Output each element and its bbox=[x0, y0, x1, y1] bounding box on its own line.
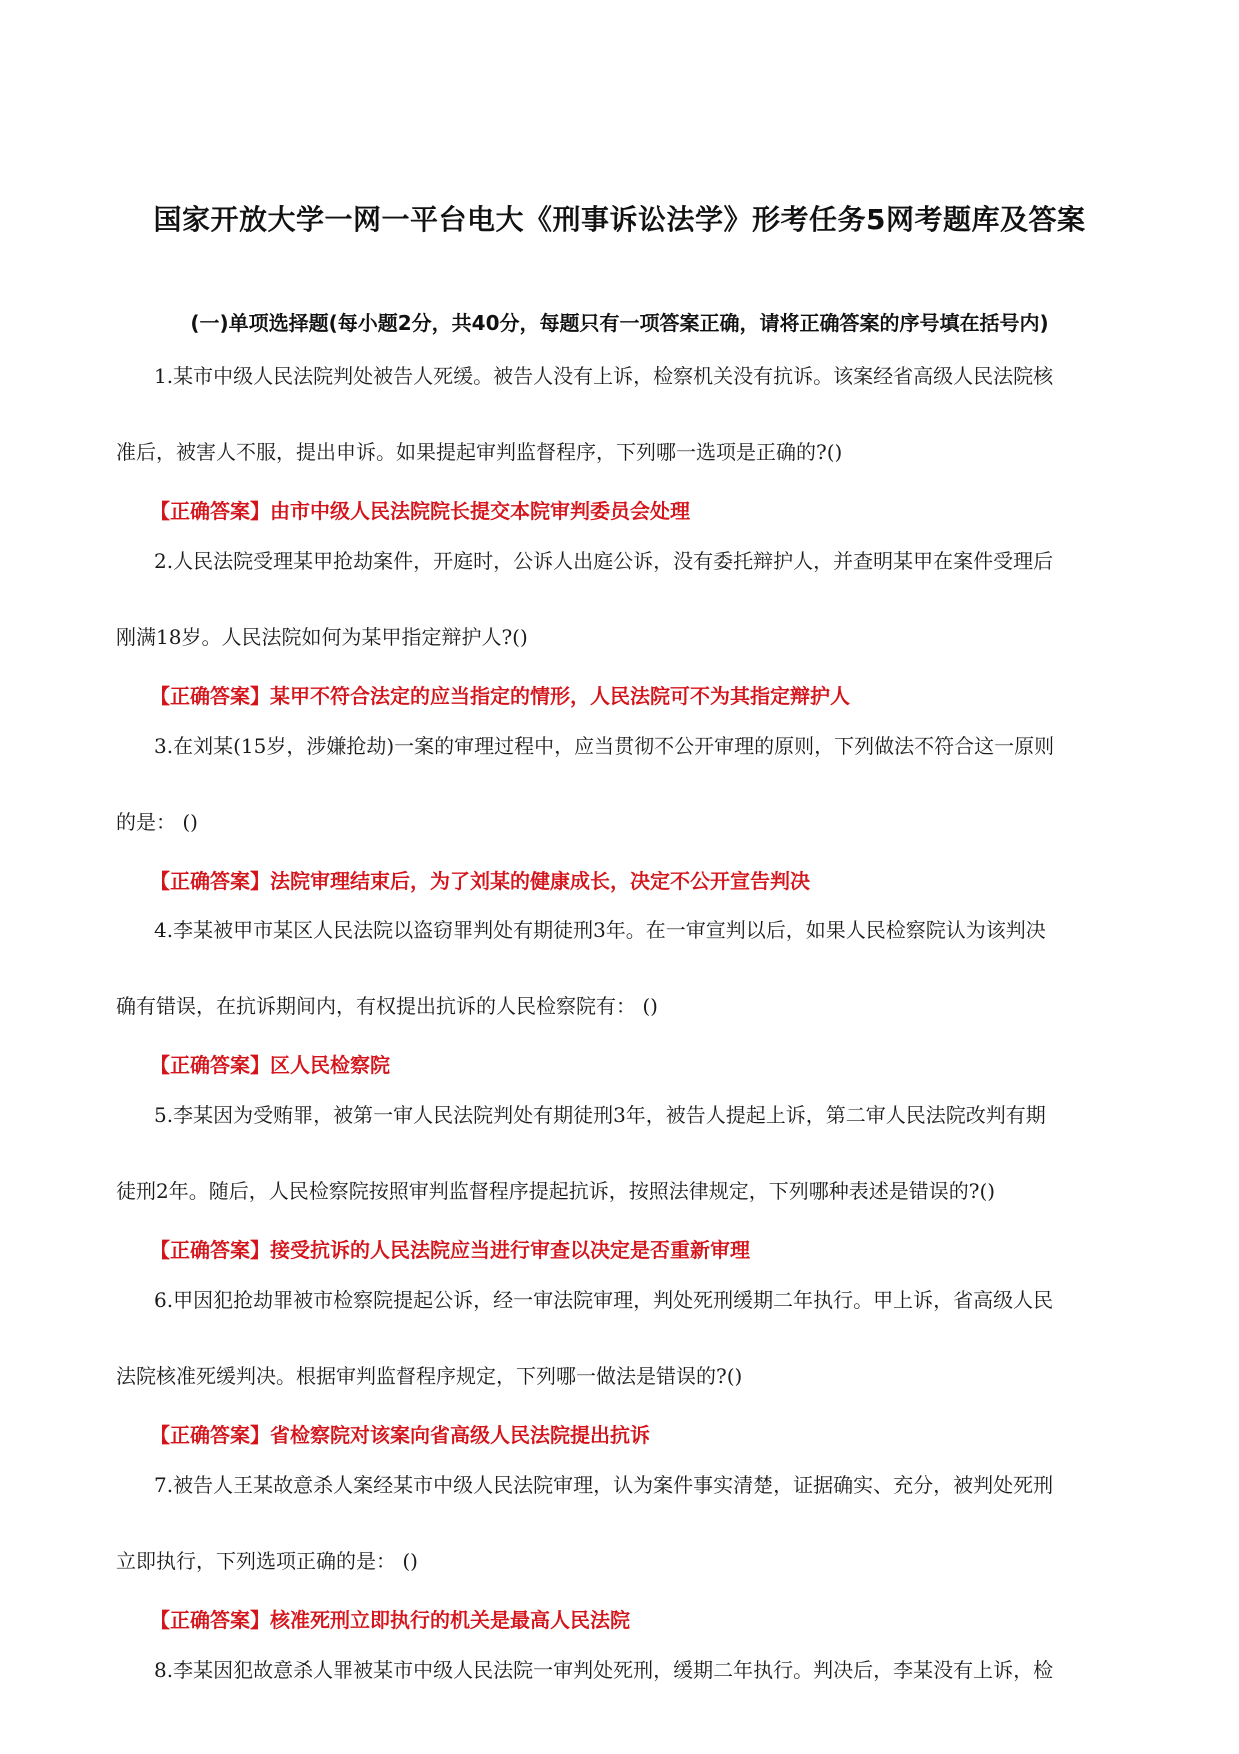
answer-text: 省检察院对该案向省高级人民法院提出抗诉 bbox=[270, 1423, 650, 1447]
question-text-line2: 的是： () bbox=[116, 810, 198, 834]
page-title: 国家开放大学一网一平台电大《刑事诉讼法学》形考任务5网考题库及答案 bbox=[153, 203, 1086, 236]
question-text-line2: 确有错误，在抗诉期间内，有权提出抗诉的人民检察院有： () bbox=[116, 994, 658, 1018]
answer-1 bbox=[150, 495, 1130, 524]
question-text-line1: 5.李某因为受贿罪，被第一审人民法院判处有期徒刑3年，被告人提起上诉，第二审人民法院改判有期 bbox=[154, 1103, 1046, 1127]
answer-prefix: 【正确答案】 bbox=[150, 1053, 270, 1077]
question-text-line1: 4.李某被甲市某区人民法院以盗窃罪判处有期徒刑3年。在一审宣判以后，如果人民检察院认为该判决 bbox=[154, 918, 1046, 942]
answer-5 bbox=[150, 1234, 1130, 1263]
question-text-line1: 1.某市中级人民法院判处被告人死缓。被告人没有上诉，检察机关没有抗诉。该案经省高级人民法院核 bbox=[154, 364, 1054, 388]
question-text-line2: 徒刑2年。随后，人民检察院按照审判监督程序提起抗诉，按照法律规定，下列哪种表述是错误的?() bbox=[116, 1179, 996, 1203]
question-6 bbox=[116, 1262, 1126, 1414]
answer-prefix: 【正确答案】 bbox=[150, 684, 270, 708]
question-4 bbox=[116, 892, 1126, 1044]
question-text-line2: 法院核准死缓判决。根据审判监督程序规定，下列哪一做法是错误的?() bbox=[116, 1364, 743, 1388]
question-text-line1: 8.李某因犯故意杀人罪被某市中级人民法院一审判处死刑，缓期二年执行。判决后，李某没有上诉，检 bbox=[154, 1658, 1054, 1682]
question-text-line1: 2.人民法院受理某甲抢劫案件，开庭时，公诉人出庭公诉，没有委托辩护人，并查明某甲在案件受理后 bbox=[154, 549, 1054, 573]
answer-text: 接受抗诉的人民法院应当进行审查以决定是否重新审理 bbox=[270, 1238, 750, 1262]
question-3 bbox=[116, 708, 1126, 860]
question-1 bbox=[116, 338, 1126, 490]
answer-prefix: 【正确答案】 bbox=[150, 499, 270, 523]
answer-4 bbox=[150, 1049, 1130, 1078]
answer-6 bbox=[150, 1419, 1130, 1448]
question-text-line2: 准后，被害人不服，提出申诉。如果提起审判监督程序，下列哪一选项是正确的?() bbox=[116, 440, 843, 464]
section-heading: (一)单项选择题(每小题2分，共40分，每题只有一项答案正确，请将正确答案的序号填在括号内) bbox=[190, 311, 1049, 335]
answer-text: 区人民检察院 bbox=[270, 1053, 390, 1077]
answer-3 bbox=[150, 865, 1130, 894]
answer-text: 核准死刑立即执行的机关是最高人民法院 bbox=[270, 1608, 630, 1632]
question-text-line1: 6.甲因犯抢劫罪被市检察院提起公诉，经一审法院审理，判处死刑缓期二年执行。甲上诉，省高级人民 bbox=[154, 1288, 1054, 1312]
question-text-line2: 刚满18岁。人民法院如何为某甲指定辩护人?() bbox=[116, 625, 528, 649]
answer-prefix: 【正确答案】 bbox=[150, 869, 270, 893]
answer-prefix: 【正确答案】 bbox=[150, 1423, 270, 1447]
answer-7 bbox=[150, 1604, 1130, 1633]
answer-text: 某甲不符合法定的应当指定的情形，人民法院可不为其指定辩护人 bbox=[270, 684, 850, 708]
answer-prefix: 【正确答案】 bbox=[150, 1608, 270, 1632]
question-text-line1: 7.被告人王某故意杀人案经某市中级人民法院审理，认为案件事实清楚，证据确实、充分，被判处死刑 bbox=[154, 1473, 1054, 1497]
question-7 bbox=[116, 1447, 1126, 1599]
answer-text: 法院审理结束后，为了刘某的健康成长，决定不公开宣告判决 bbox=[270, 869, 810, 893]
answer-text: 由市中级人民法院院长提交本院审判委员会处理 bbox=[270, 499, 690, 523]
question-2 bbox=[116, 523, 1126, 675]
question-8 bbox=[116, 1632, 1126, 1708]
question-text-line1: 3.在刘某(15岁，涉嫌抢劫)一案的审理过程中，应当贯彻不公开审理的原则，下列做法不符合这一原则 bbox=[154, 734, 1055, 758]
question-5 bbox=[116, 1077, 1126, 1229]
answer-prefix: 【正确答案】 bbox=[150, 1238, 270, 1262]
question-text-line2: 立即执行，下列选项正确的是： () bbox=[116, 1549, 418, 1573]
answer-2 bbox=[150, 680, 1130, 709]
